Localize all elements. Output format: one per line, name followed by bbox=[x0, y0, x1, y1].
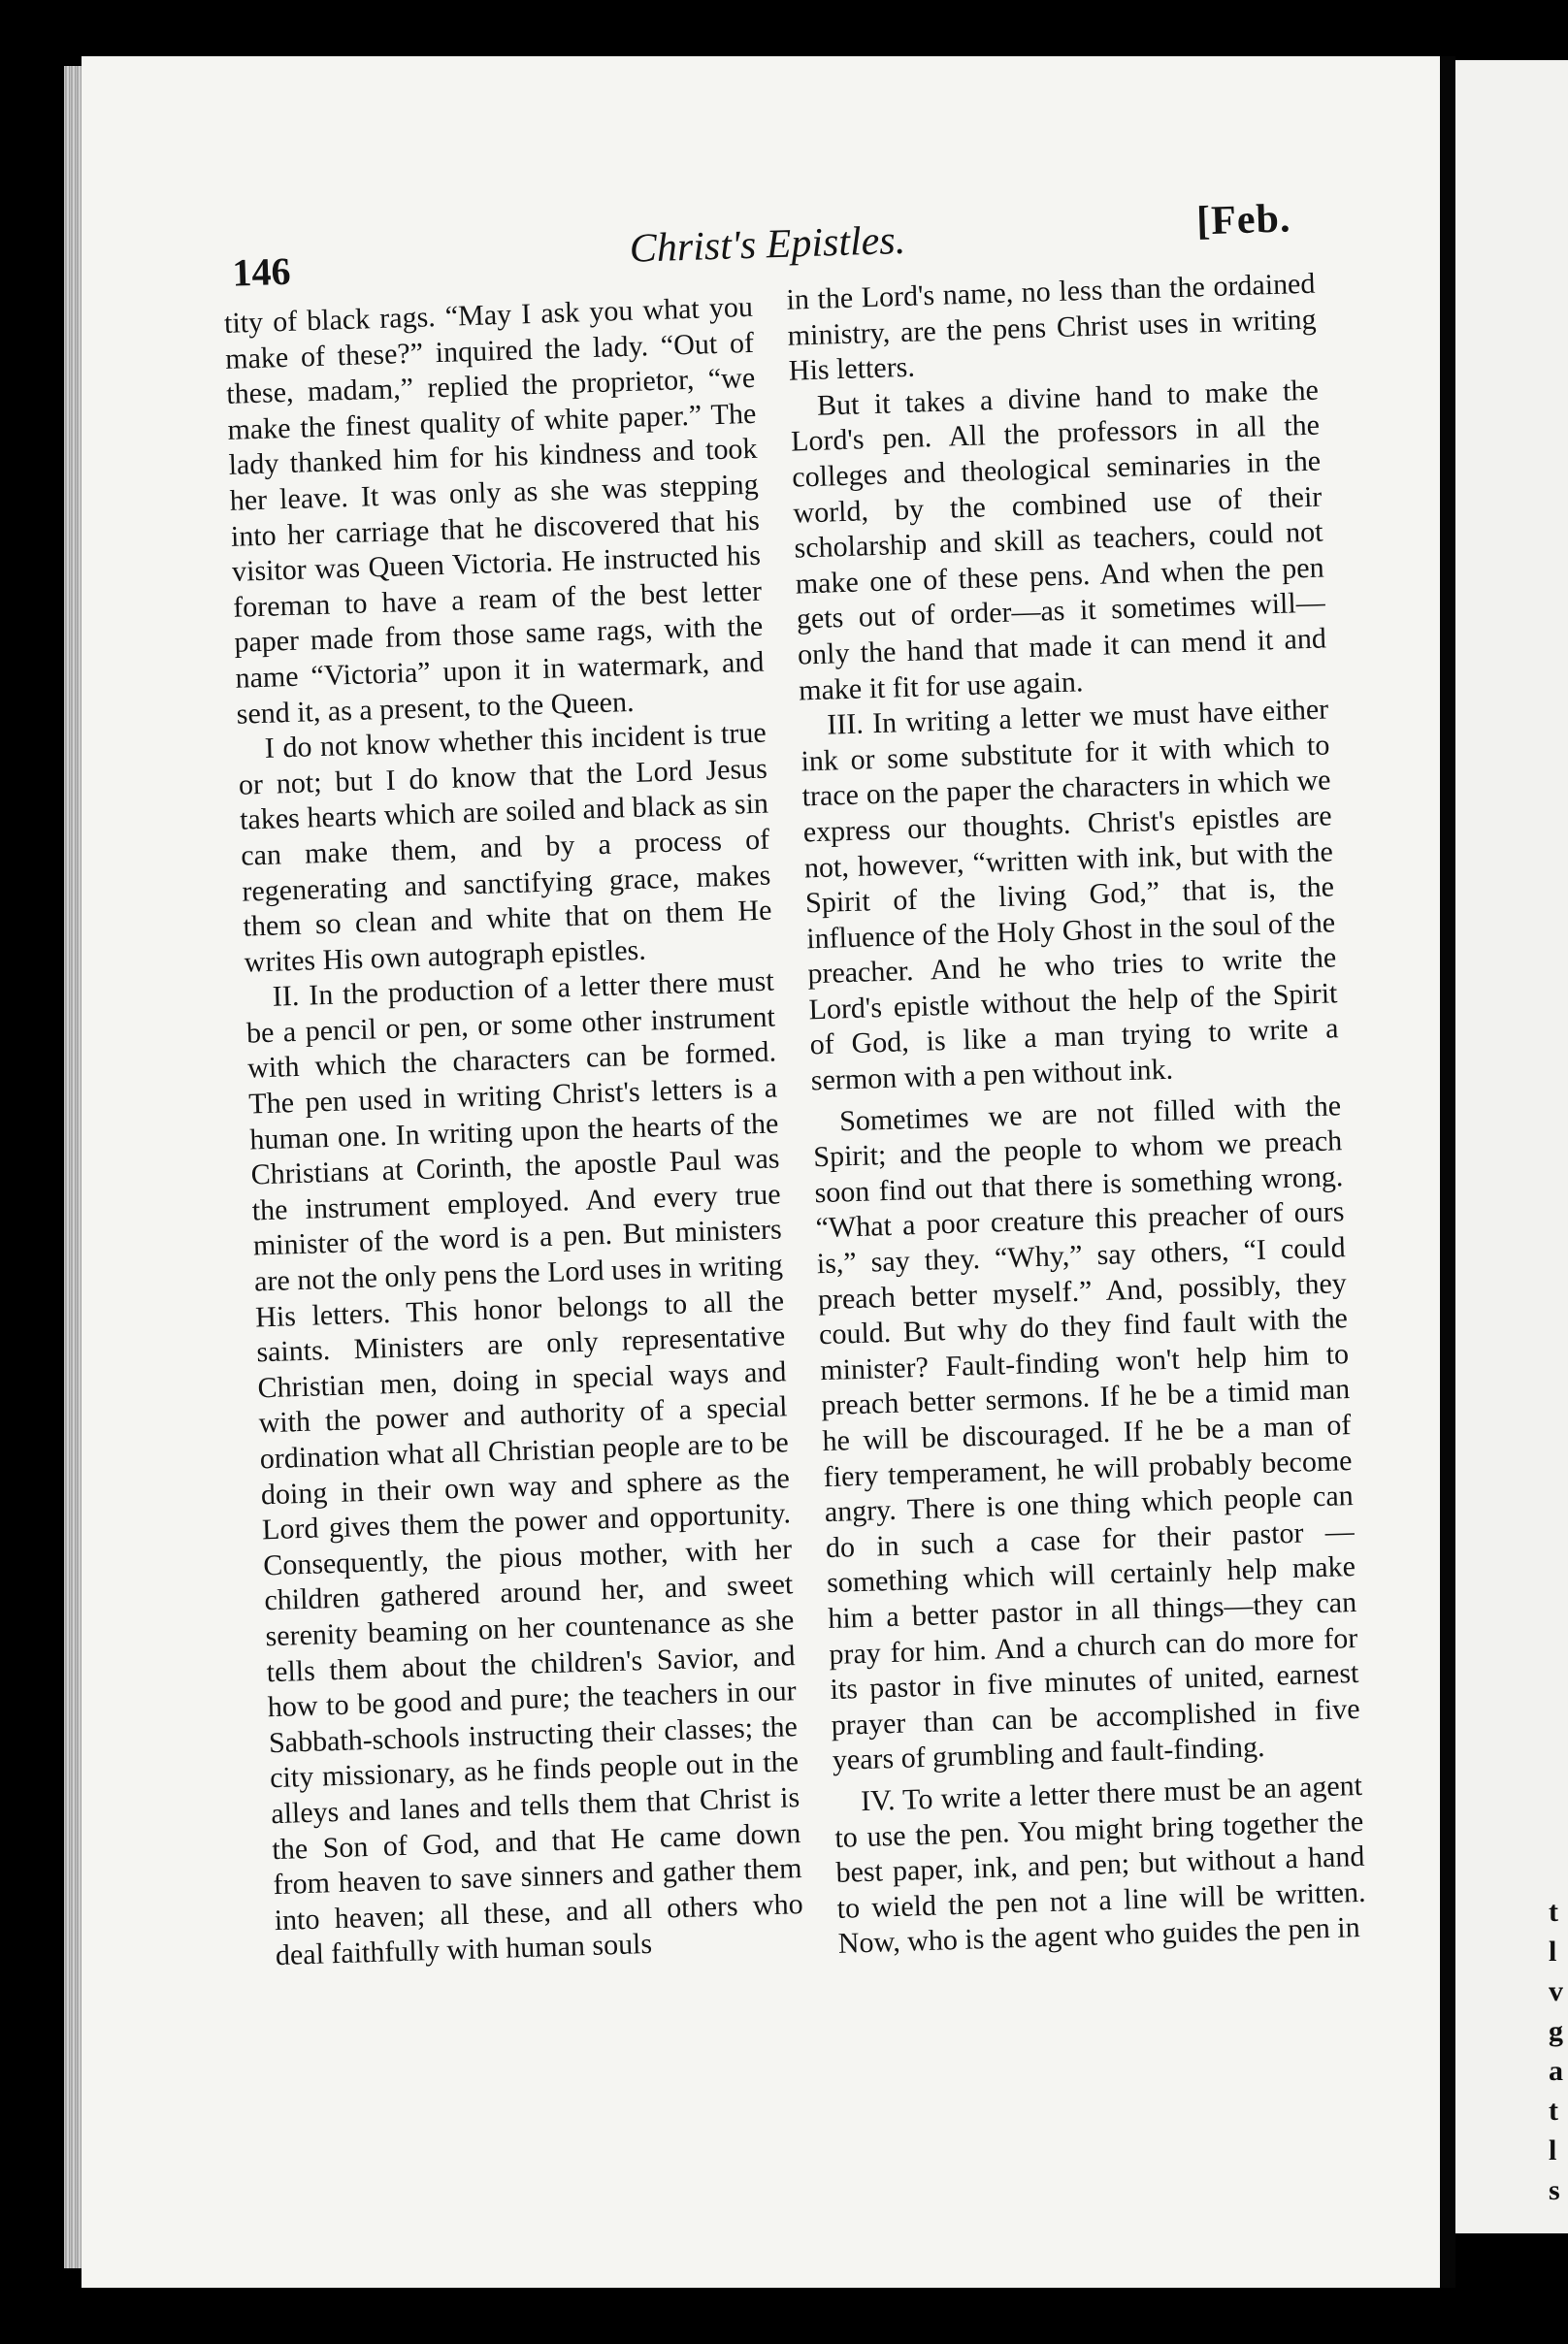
fragment-letter: t bbox=[1549, 2095, 1558, 2127]
book-binding-edge bbox=[64, 66, 83, 2268]
page-gutter bbox=[1440, 56, 1455, 2288]
paragraph: But it takes a divine hand to make the Lord's pen. All the professors in all the colleges and theological seminaries in the world, by the combined use of their scholarship and skill as teachers, could not make one of these pens. And when the pen gets out of order—as it sometimes will—only the hand that made it can mend it and make it fit for use again. bbox=[790, 374, 1327, 707]
paragraph: IV. To write a letter there must be an agent to use the pen. You might bring together the best paper, ink, and pen; but without a hand to wield the pen not a line will be written. Now, who is the agent who guides the pen in bbox=[833, 1769, 1366, 1961]
fragment-letter: v bbox=[1549, 1975, 1563, 2007]
paragraph: in the Lord's name, no less than the ordained ministry, are the pens Christ uses in writing His letters. bbox=[786, 267, 1317, 387]
left-column bbox=[224, 290, 805, 1974]
paragraph: II. In the production of a letter there must be a pencil or pen, or some other instrument with which the characters can be formed. The pen used in writing Christ's letters is a human one. In writing upon the hearts of the Christians at Corinth, the apostle Paul was the instrument employed. And every true minister of the word is a pen. But ministers are not the only pens the Lord uses in writing His letters. This honor belongs to all the saints. Ministers are only representative Christian men, doing in special ways and with the power and authority of a special ordination what all Christian people are to be doing in their own way and sphere as the Lord gives them the power and opportunity. Consequently, the pious mother, with her children gathered around her, and sweet serenity beaming on her countenance as she tells them about the children's Savior, and how to be good and pure; the teachers in our Sabbath-schools instructing their classes; the city missionary, as he finds people out in the alleys and lanes and tells them that Christ is the Son of God, and that He came down from heaven to save sinners and gather them into heaven; all these, and all others who deal faithfully with human souls bbox=[245, 964, 804, 1972]
page-number: 146 bbox=[231, 248, 292, 295]
fragment-letter: l bbox=[1549, 2134, 1557, 2166]
header-month: [Feb. bbox=[1195, 196, 1292, 244]
running-title: Christ's Epistles. bbox=[629, 217, 906, 272]
paragraph: I do not know whether this incident is true or not; but I do know that the Lord Jesus takes hearts which are soiled and black as sin can make them, and by a process of regenerating and sanctifying grace, makes them so clean and white that on them He writes His own autograph epistles. bbox=[238, 716, 772, 979]
right-column bbox=[786, 267, 1367, 1963]
fragment-letter: g bbox=[1549, 2015, 1563, 2047]
facing-page-text-fragment bbox=[1549, 1892, 1568, 2210]
paragraph: Sometimes we are not filled with the Spirit; and the people to whom we preach soon find out that there is something wrong. “What a poor creature this preacher of ours is,” say they. “Why,” say others, “I could preach better myself.” And, possibly, they could. But why do they find fault with the minister? Fault-finding won't help him to preach better sermons. If he be a timid man he will be discouraged. If he be a man of fiery temperament, he will probably become angry. There is one thing which people can do in such a case for their pastor — something which will certainly help make him a better pastor in all things—they can pray for him. And a church can do more for its pastor in five minutes of united, earnest prayer than can be accomplished in five years of grumbling and fault-finding. bbox=[812, 1089, 1361, 1777]
paragraph: tity of black rags. “May I ask you what you make of these?” inquired the lady. “Out of these, madam,” replied the proprietor, “we make the finest quality of white paper.” The lady thanked him for his kindness and took her leave. It was only as she was stepping into her carriage that he discovered that his visitor was Queen Victoria. He instructed his foreman to have a ream of the best letter paper made from those same rags, with the name “Victoria” upon it in watermark, and send it, as a present, to the Queen. bbox=[223, 290, 765, 731]
fragment-letter: a bbox=[1549, 2055, 1563, 2087]
fragment-letter: s bbox=[1549, 2174, 1560, 2206]
fragment-letter: t bbox=[1549, 1896, 1558, 1928]
paragraph: III. In writing a letter we must have either ink or some substitute for it with which to trace on the paper the characters in which we express our thoughts. Christ's epistles are not, however, “written with ink, but with the Spirit of the living God,” that is, the influence of the Holy Ghost in the soul of the preacher. And he who tries to write the Lord's epistle without the help of the Spirit of God, is like a man trying to write a sermon with a pen without ink. bbox=[800, 693, 1339, 1097]
fragment-letter: l bbox=[1549, 1936, 1557, 1968]
